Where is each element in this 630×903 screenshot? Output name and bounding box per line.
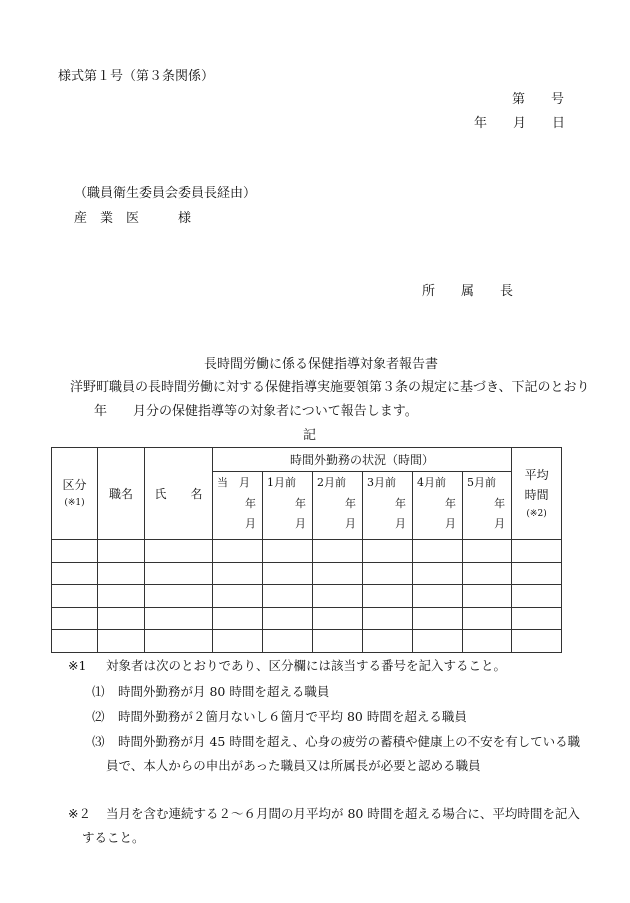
cell[interactable]: [213, 540, 263, 563]
month-label: 3月前: [367, 476, 396, 489]
document-number: 第 号: [512, 92, 565, 107]
month-year: 年: [245, 497, 256, 510]
item-2-mark: ⑵: [92, 709, 105, 724]
note-1-mark: ※1: [68, 658, 87, 673]
cell[interactable]: [98, 630, 145, 653]
cell[interactable]: [463, 562, 512, 585]
addressee: 産 業 医 様: [74, 211, 192, 226]
cell[interactable]: [413, 630, 463, 653]
cell[interactable]: [263, 585, 313, 608]
cell[interactable]: [263, 607, 313, 630]
cell[interactable]: [363, 630, 413, 653]
cell[interactable]: [213, 607, 263, 630]
cell[interactable]: [52, 630, 98, 653]
shokumei-header: 職名: [98, 448, 145, 540]
note-2-line-2: すること。: [82, 830, 145, 845]
cell[interactable]: [52, 562, 98, 585]
month-header-current: [213, 472, 263, 540]
note-2-line-1: 当月を含む連続する２～６月間の月平均が 80 時間を超える場合に、平均時間を記入: [106, 806, 580, 821]
item-3-line-2: 員で、本人からの申出があった職員又は所属長が必要と認める職員: [106, 758, 481, 773]
body-year: 年: [94, 404, 108, 419]
month-month: 月: [345, 517, 356, 530]
kubun-header: [52, 448, 98, 540]
cell[interactable]: [213, 630, 263, 653]
cell[interactable]: [52, 585, 98, 608]
cell[interactable]: [512, 540, 562, 563]
table-row: [52, 607, 562, 630]
cell[interactable]: [145, 630, 213, 653]
cell[interactable]: [98, 607, 145, 630]
month-header-3: [363, 472, 413, 540]
form-number: 様式第１号（第３条関係）: [58, 69, 215, 84]
cell[interactable]: [313, 607, 363, 630]
shimei-header: 氏 名: [145, 448, 213, 540]
item-3-line-1: 時間外勤務が月 45 時間を超え、心身の疲労の蓄積や健康上の不安を有している職: [118, 734, 581, 749]
month-header-5: [463, 472, 512, 540]
sender: 所 属 長: [422, 284, 514, 299]
cell[interactable]: [512, 630, 562, 653]
body-line-2: 月分の保健指導等の対象者について報告します。: [133, 404, 418, 419]
cell[interactable]: [98, 562, 145, 585]
cell[interactable]: [263, 562, 313, 585]
report-table: [51, 447, 562, 653]
cell[interactable]: [512, 585, 562, 608]
month-month: 月: [245, 517, 256, 530]
cell[interactable]: [463, 607, 512, 630]
cell[interactable]: [463, 540, 512, 563]
cell[interactable]: [313, 585, 363, 608]
cell[interactable]: [213, 562, 263, 585]
month-label: 5月前: [467, 476, 496, 489]
overtime-header: 時間外勤務の状況（時間）: [213, 448, 512, 472]
cell[interactable]: [52, 607, 98, 630]
month-header-1: [263, 472, 313, 540]
table-row: [52, 562, 562, 585]
month-label: 4月前: [417, 476, 446, 489]
cell[interactable]: [313, 540, 363, 563]
month-header-2: [313, 472, 363, 540]
cell[interactable]: [413, 540, 463, 563]
heikin-label-1: 平均: [524, 467, 549, 482]
cell[interactable]: [145, 607, 213, 630]
heikin-label-2: 時間: [524, 487, 549, 502]
month-month: 月: [395, 517, 406, 530]
cell[interactable]: [52, 540, 98, 563]
month-label: 当 月: [217, 476, 250, 489]
page-title: 長時間労働に係る保健指導対象者報告書: [204, 357, 439, 372]
month-label: 2月前: [317, 476, 346, 489]
cell[interactable]: [512, 607, 562, 630]
item-1-mark: ⑴: [92, 684, 105, 699]
note-1-text: 対象者は次のとおりであり、区分欄には該当する番号を記入すること。: [106, 658, 507, 673]
month-year: 年: [494, 497, 506, 510]
item-3-mark: ⑶: [92, 734, 105, 749]
cell[interactable]: [463, 585, 512, 608]
cell[interactable]: [413, 585, 463, 608]
cell[interactable]: [363, 562, 413, 585]
month-year: 年: [445, 497, 456, 510]
month-month: 月: [445, 517, 456, 530]
note-2-mark: ※２: [68, 806, 91, 821]
cell[interactable]: [363, 540, 413, 563]
month-label: 1月前: [267, 476, 296, 489]
table-row: [52, 630, 562, 653]
cell[interactable]: [313, 562, 363, 585]
document-date: 年 月 日: [474, 116, 566, 131]
item-2-text: 時間外勤務が２箇月ないし６箇月で平均 80 時間を超える職員: [118, 709, 467, 724]
cell[interactable]: [145, 540, 213, 563]
cell[interactable]: [213, 585, 263, 608]
kubun-label: 区分: [62, 478, 87, 492]
cell[interactable]: [98, 585, 145, 608]
cell[interactable]: [145, 562, 213, 585]
heikin-header: [512, 448, 562, 540]
month-year: 年: [395, 497, 406, 510]
body-line-1: 洋野町職員の長時間労働に対する保健指導実施要領第３条の規定に基づき、下記のとおり: [70, 380, 590, 395]
cell[interactable]: [463, 630, 512, 653]
cell[interactable]: [98, 540, 145, 563]
cell[interactable]: [263, 630, 313, 653]
cell[interactable]: [512, 562, 562, 585]
month-header-4: [413, 472, 463, 540]
kubun-note: (※1): [64, 498, 85, 508]
table-row: [52, 540, 562, 563]
cell[interactable]: [313, 630, 363, 653]
cell[interactable]: [145, 585, 213, 608]
month-month: 月: [295, 517, 306, 530]
item-1-text: 時間外勤務が月 80 時間を超える職員: [118, 684, 330, 699]
month-year: 年: [345, 497, 356, 510]
cell[interactable]: [263, 540, 313, 563]
ki-label: 記: [303, 428, 317, 443]
addressee-via: （職員衛生委員会委員長経由）: [74, 186, 257, 201]
month-year: 年: [295, 497, 306, 510]
cell[interactable]: [363, 607, 413, 630]
cell[interactable]: [363, 585, 413, 608]
heikin-note: (※2): [526, 508, 547, 519]
month-month: 月: [494, 517, 506, 530]
cell[interactable]: [413, 607, 463, 630]
cell[interactable]: [413, 562, 463, 585]
table-row: [52, 585, 562, 608]
